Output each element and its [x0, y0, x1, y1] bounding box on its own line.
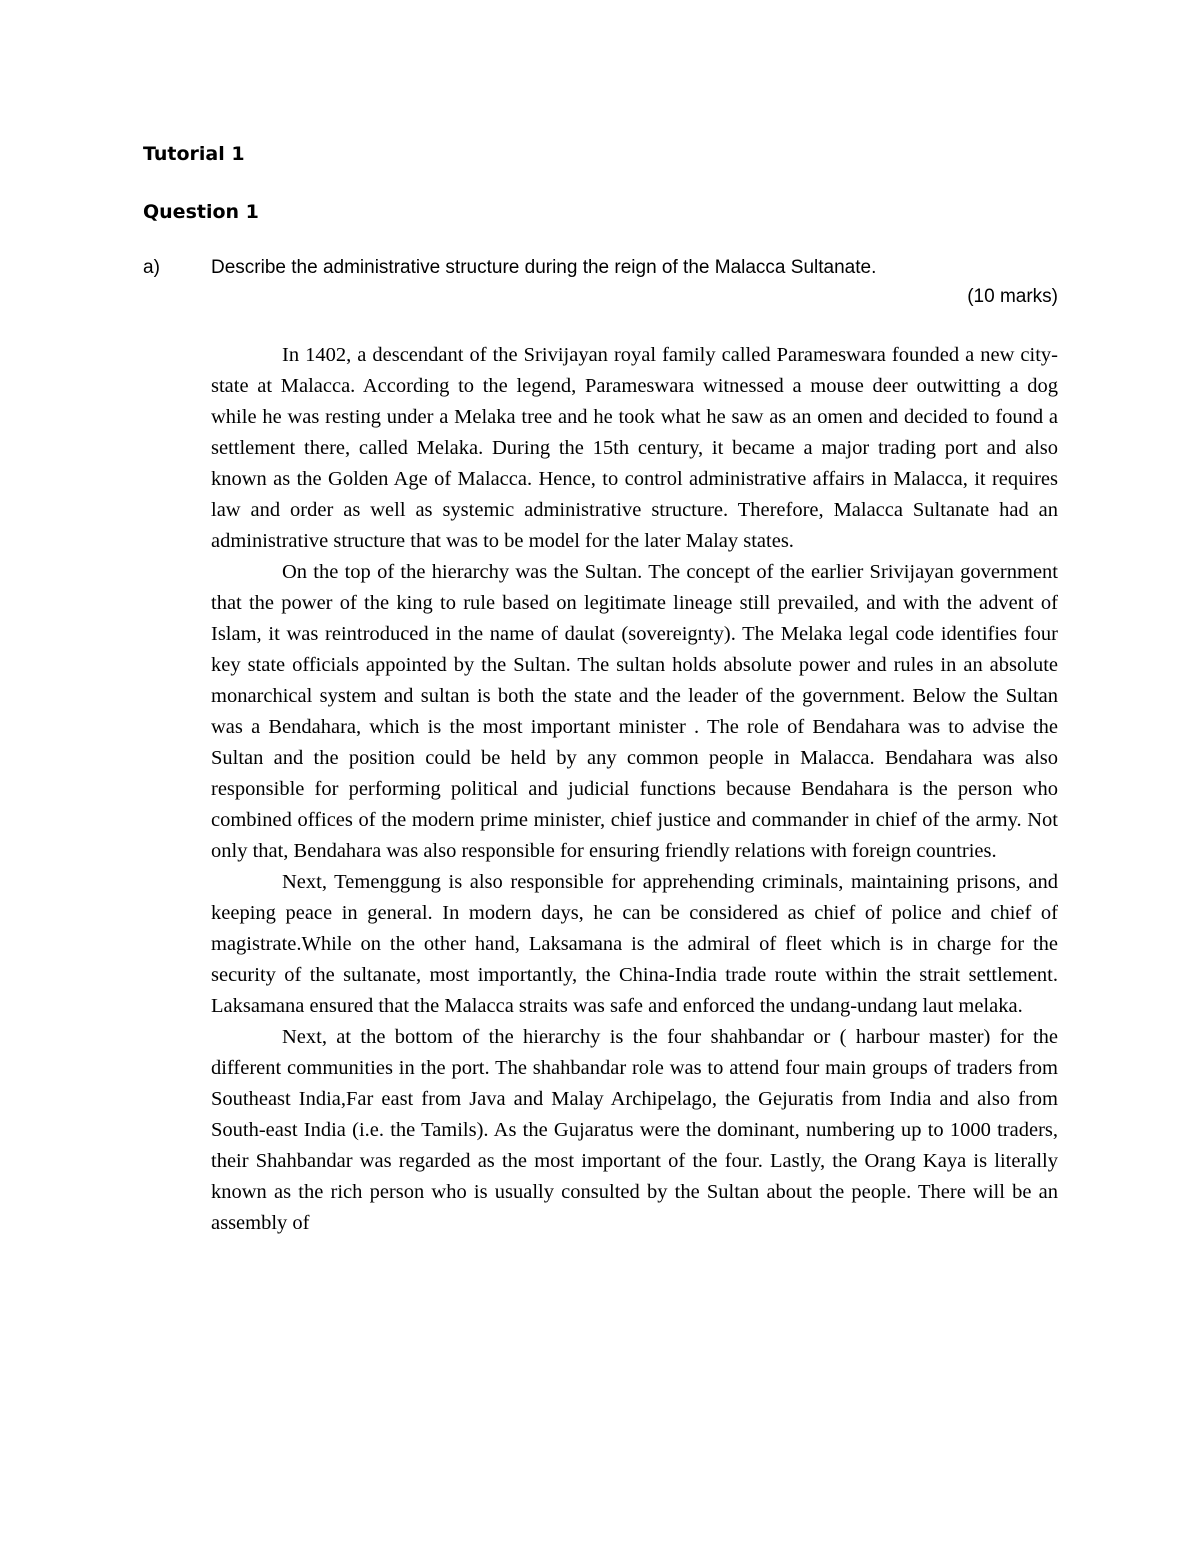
answer-paragraph: Next, at the bottom of the hierarchy is the four shahbandar or ( harbour master) for the different communities in the port. The shahbandar role was to attend four main groups of traders from Southeast India,Far east from Java and Malay Archipelago, the Gejuratis from India and also from South-east India (i.e. the Tamils). As the Gujaratus were the dominant, numbering up to 1000 traders, their Shahbandar was regarded as the most important of the four. Lastly, the Orang Kaya is literally known as the rich person who is usually consulted by the Sultan about the people. There will be an assembly of	[211, 1026, 1058, 1234]
question-label: a)	[143, 257, 160, 278]
answer-paragraph: On the top of the hierarchy was the Sultan. The concept of the earlier Srivijayan government that the power of the king to rule based on legitimate lineage still prevailed, and with the advent of Islam, it was reintroduced in the name of daulat (sovereignty). The Melaka legal code identifies four key state officials appointed by the Sultan. The sultan holds absolute power and rules in an absolute monarchical system and sultan is both the state and the leader of the government. Below the Sultan was a Bendahara, which is the most important minister . The role of Bendahara was to advise the Sultan and the position could be held by any common people in Malacca. Bendahara was also responsible for performing political and judicial functions because Bendahara is the person who combined offices of the modern prime minister, chief justice and commander in chief of the army. Not only that, Bendahara was also responsible for ensuring friendly relations with foreign countries.	[211, 561, 1058, 862]
answer-paragraph: In 1402, a descendant of the Srivijayan royal family called Parameswara founded a new city-state at Malacca. According to the legend, Parameswara witnessed a mouse deer outwitting a dog while he was resting under a Melaka tree and he took what he saw as an omen and decided to found a settlement there, called Melaka. During the 15th century, it became a major trading port and also known as the Golden Age of Malacca. Hence, to control administrative affairs in Malacca, it requires law and order as well as systemic administrative structure. Therefore, Malacca Sultanate had an administrative structure that was to be model for the later Malay states.	[211, 344, 1058, 552]
question-heading: Question 1	[143, 201, 259, 223]
answer-paragraph: Next, Temenggung is also responsible for apprehending criminals, maintaining prisons, and keeping peace in general. In modern days, he can be considered as chief of police and chief of magistrate.While on the other hand, Laksamana is the admiral of fleet which is in charge for the security of the sultanate, most importantly, the China-India trade route within the strait settlement. Laksamana ensured that the Malacca straits was safe and enforced the undang-undang laut melaka.	[211, 871, 1058, 1017]
answer-body	[211, 340, 1058, 1239]
document-title: Tutorial 1	[143, 143, 245, 165]
question-marks: (10 marks)	[967, 286, 1058, 307]
question-text: Describe the administrative structure during the reign of the Malacca Sultanate.	[211, 257, 877, 278]
